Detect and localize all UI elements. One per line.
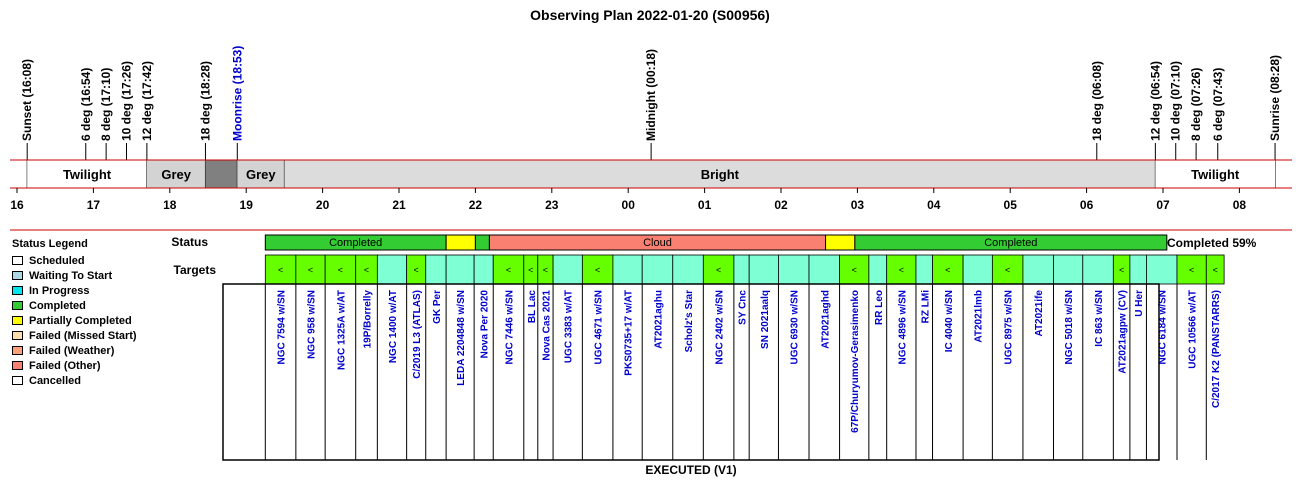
target-completed-marker: < [1005,265,1011,275]
hour-label-23: 23 [545,198,559,212]
legend-swatch [12,256,23,265]
target-name-at2021aghd: AT2021aghd [820,290,832,349]
target-completed-marker: < [1189,265,1195,275]
hour-label-18: 18 [163,198,177,212]
legend-item-completed [8,298,158,313]
target-name-c-2019-l3-atlas: C/2019 L3 (ATLAS) [412,290,424,379]
event-label-6-deg-07-43: 6 deg (07:43) [1210,67,1225,141]
target-name-at2021agpw-cv: AT2021agpw (CV) [1117,290,1129,374]
target-name-pks0735-17-w-at: PKS0735+17 w/AT [623,290,635,376]
target-cell-leda-2204848-w-sn [446,255,474,284]
event-label-sunrise-08-28: Sunrise (08:28) [1268,54,1283,141]
target-cell-ngc-6184-w-sn [1146,255,1177,284]
targets-row-label: Targets [173,263,216,277]
target-completed-marker: < [337,265,344,275]
target-name-ugc-6930-w-sn: UGC 6930 w/SN [789,290,801,365]
target-cell-ugc-3383-w-at [553,255,582,284]
target-names [265,284,1222,460]
target-name-ngc-6184-w-sn: NGC 6184 w/SN [1157,290,1169,365]
legend-swatch [12,361,23,370]
sky-band-label-grey: Grey [246,167,276,182]
event-label-8-deg-17-10: 8 deg (17:10) [99,67,114,141]
status-legend-title: Status Legend [12,238,88,250]
hour-label-22: 22 [468,198,483,212]
target-completed-marker: < [945,265,951,275]
event-label-10-deg-17-26: 10 deg (17:26) [119,60,134,141]
target-cell-at2021aghu [642,255,673,284]
target-name-ngc-2402-w-sn: NGC 2402 w/SN [714,290,726,365]
chart-title: Observing Plan 2022-01-20 (S00956) [530,7,770,23]
legend-label: Waiting To Start [29,269,113,282]
legend-label: Failed (Missed Start) [29,329,137,342]
event-label-10-deg-07-10: 10 deg (07:10) [1168,60,1183,141]
hour-label-05: 05 [1003,198,1017,212]
event-label-moonrise-18-53: Moonrise (18:53) [230,45,245,141]
legend-item-failed-other [8,358,158,373]
target-cell-scholz-s-star [673,255,704,284]
hour-label-17: 17 [86,198,101,212]
status-label-completed: Completed [984,237,1038,249]
target-cell-rz-lmi [916,255,933,284]
target-name-at2021ife: AT2021ife [1034,290,1046,337]
target-name-ugc-10566-w-at: UGC 10566 w/AT [1187,290,1199,369]
target-name-ugc-3383-w-at: UGC 3383 w/AT [563,290,575,364]
summary-text: Completed 59% [1167,236,1257,250]
legend-label: Partially Completed [29,314,132,327]
target-completed-marker: < [715,265,722,275]
event-label-12-deg-17-42: 12 deg (17:42) [139,60,154,141]
target-completed-marker: < [363,265,370,275]
hour-label-19: 19 [239,198,253,212]
target-cell-gk-per [426,255,446,284]
target-name-nova-cas-2021: Nova Cas 2021 [541,290,553,361]
target-cell-sn-2021aalq [749,255,778,284]
hour-label-20: 20 [315,198,330,212]
legend-item-partially-completed [8,313,158,328]
target-cell-sy-cnc [734,255,749,284]
event-label-midnight-00-18: Midnight (00:18) [644,49,659,141]
event-label-18-deg-18-28: 18 deg (18:28) [198,60,213,141]
target-completed-marker: < [898,265,904,275]
event-label-8-deg-07-26: 8 deg (07:26) [1189,67,1204,141]
target-name-nova-per-2020: Nova Per 2020 [479,289,491,359]
legend-label: Completed [29,299,86,312]
target-name-67p-churyumov-gerasimenko: 67P/Churyumov-Gerasimenko [850,290,862,433]
status-segment-1 [446,235,475,250]
target-name-u-her: U Her [1134,290,1146,317]
legend-swatch [12,376,23,385]
legend-item-in-progress [8,283,158,298]
hour-label-03: 03 [850,198,865,212]
legend-label: Failed (Other) [29,359,101,372]
target-name-at2021aghu: AT2021aghu [653,290,665,349]
legend-swatch [12,286,23,295]
sky-band-label-bright: Bright [700,167,740,182]
legend-item-failed-missed-start [8,328,158,343]
event-label-6-deg-16-54: 6 deg (16:54) [78,67,93,141]
legend-item-cancelled [8,373,158,388]
target-completed-marker: < [595,265,601,275]
target-name-ngc-7594-w-sn: NGC 7594 w/SN [276,290,288,365]
status-legend-items [8,253,158,388]
target-name-ngc-958-w-sn: NGC 958 w/SN [306,290,318,359]
event-label-12-deg-06-54: 12 deg (06:54) [1148,60,1163,141]
target-cell-at2021ife [1023,255,1054,284]
target-cell-u-her [1130,255,1147,284]
target-cell-rr-leo [869,255,887,284]
hour-label-21: 21 [392,198,406,212]
hour-label-04: 04 [927,198,941,212]
legend-label: Cancelled [29,374,81,387]
legend-swatch [12,316,23,325]
target-completed-marker: < [277,265,284,275]
target-name-ngc-7446-w-sn: NGC 7446 w/SN [504,290,516,365]
legend-item-waiting-to-start [8,268,158,283]
target-completed-marker: < [851,265,857,275]
target-completed-marker: < [1118,265,1125,275]
legend-swatch [12,346,23,355]
hour-label-02: 02 [774,198,788,212]
hour-label-16: 16 [10,198,24,212]
target-completed-marker: < [413,265,419,275]
target-name-scholz-s-star: Scholz's Star [684,290,696,353]
status-segment-4 [826,235,855,250]
status-segment-2 [475,235,489,250]
legend-swatch [12,331,23,340]
legend-swatch [12,301,23,310]
sky-band-label-twilight: Twilight [1191,167,1240,182]
target-name-gk-per: GK Per [431,290,443,324]
target-completed-marker: < [307,265,314,275]
target-completed-marker: < [505,265,512,275]
target-completed-marker: < [1212,265,1218,275]
status-label-completed: Completed [329,237,383,249]
target-cell-nova-per-2020 [474,255,493,284]
hour-label-01: 01 [697,198,712,212]
target-cell-ic-863-w-sn [1083,255,1114,284]
targets-row [265,255,1224,284]
legend-item-failed-weather [8,343,158,358]
hour-label-06: 06 [1079,198,1094,212]
status-row-label: Status [171,235,208,249]
footer-label: EXECUTED (V1) [645,463,737,477]
hour-label-07: 07 [1156,198,1170,212]
sky-band-label-grey: Grey [161,167,191,182]
target-name-ngc-1325a-w-at: NGC 1325A w/AT [336,290,348,371]
target-cell-at2021lmb [963,255,992,284]
target-name-ic-4040-w-sn: IC 4040 w/SN [943,290,955,353]
target-name-19p-borrelly: 19P/Borrelly [362,290,374,349]
target-name-sn-2021aalq: SN 2021aalq [759,290,771,349]
target-name-ngc-1400-w-at: NGC 1400 w/AT [387,290,399,364]
target-name-ic-863-w-sn: IC 863 w/SN [1094,290,1106,347]
target-cell-at2021aghd [809,255,840,284]
target-name-sy-cnc: SY Cnc [737,290,749,325]
target-completed-marker: < [528,265,534,275]
target-name-leda-2204848-w-sn: LEDA 2204848 w/SN [456,290,468,386]
legend-label: In Progress [29,284,90,297]
sky-band-2 [205,160,237,188]
legend-label: Scheduled [29,254,85,267]
hour-label-08: 08 [1232,198,1247,212]
target-cell-ugc-6930-w-sn [778,255,809,284]
target-cell-ngc-5018-w-sn [1053,255,1082,284]
target-completed-marker: < [542,265,549,275]
status-label-cloud: Cloud [643,237,672,249]
legend-swatch [12,271,23,280]
target-name-bl-lac: BL Lac [526,290,538,324]
target-cell-ngc-1400-w-at [377,255,406,284]
event-label-sunset-16-08: Sunset (16:08) [20,58,35,141]
target-name-c-2017-k2-panstarrs: C/2017 K2 (PANSTARRS) [1211,290,1223,408]
target-cell-pks0735-17-w-at [613,255,642,284]
status-row [265,235,1167,250]
target-name-rr-leo: RR Leo [873,290,885,325]
status-legend [8,238,158,388]
target-name-at2021lmb: AT2021lmb [973,290,985,343]
legend-label: Failed (Weather) [29,344,115,357]
target-name-ugc-4671-w-sn: UGC 4671 w/SN [593,290,605,365]
time-axis [10,188,1292,230]
legend-item-scheduled [8,253,158,268]
event-label-18-deg-06-08: 18 deg (06:08) [1089,60,1104,141]
target-name-ngc-4896-w-sn: NGC 4896 w/SN [897,290,909,365]
hour-label-00: 00 [621,198,635,212]
sky-condition-bands [10,160,1292,188]
target-name-rz-lmi: RZ LMi [920,290,932,324]
target-name-ngc-5018-w-sn: NGC 5018 w/SN [1064,290,1076,365]
sky-band-label-twilight: Twilight [62,167,112,182]
target-name-ugc-8975-w-sn: UGC 8975 w/SN [1003,290,1015,365]
